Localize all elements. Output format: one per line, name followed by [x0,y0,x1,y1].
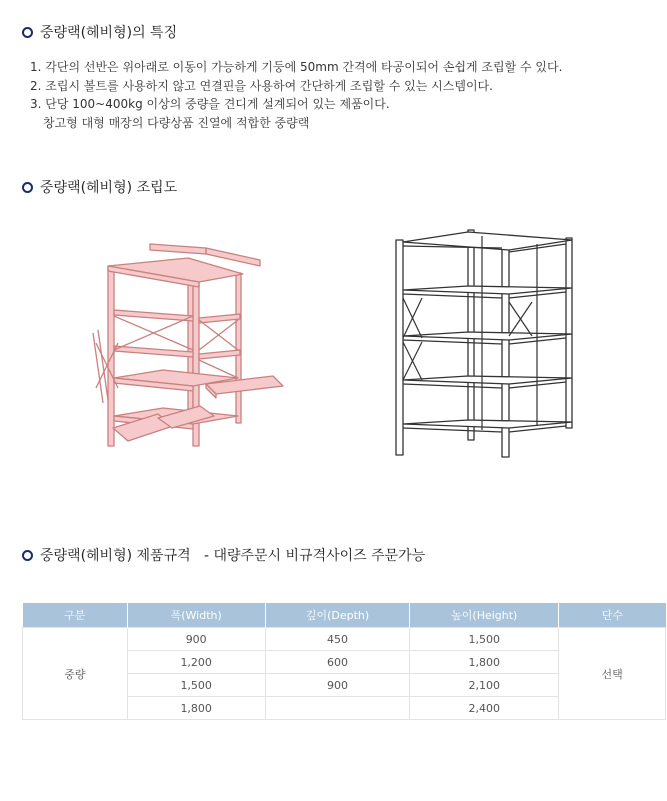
header-height: 높이(Height) [410,603,559,628]
cell-levels: 선택 [559,628,666,720]
cell-depth: 900 [265,674,410,697]
feature-item: 3. 단당 100~400kg 이상의 중량을 견디게 설계되어 있는 제품이다. [30,97,390,111]
feature-item: 2. 조립시 볼트를 사용하지 않고 연결핀을 사용하여 간단하게 조립할 수 있는 시스템이다. [30,78,493,93]
cell-height: 2,400 [410,697,559,720]
section-title-assembly [22,177,177,197]
header-width: 폭(Width) [127,603,265,628]
cell-category: 중량 [23,628,128,720]
spec-table [22,603,666,720]
cell-height: 2,100 [410,674,559,697]
cell-width: 1,500 [127,674,265,697]
section-title-specs [22,545,425,565]
header-depth: 깊이(Depth) [265,603,410,628]
header-category: 구분 [23,603,128,628]
cell-width: 900 [127,628,265,651]
table-row [23,628,666,651]
cell-height: 1,800 [410,651,559,674]
cell-height: 1,500 [410,628,559,651]
feature-list [30,58,650,132]
circle-bullet-icon [22,550,33,561]
cell-depth: 450 [265,628,410,651]
table-header-row [23,603,666,628]
header-levels: 단수 [559,603,666,628]
section-title-text: 중량랙(헤비형) 조립도 [40,180,178,196]
section-title-text: 중량랙(헤비형)의 특징 [40,25,178,41]
cell-width: 1,200 [127,651,265,674]
section-title-features [22,22,177,42]
exploded-rack-illustration [88,238,288,458]
section-title-text: 중량랙(헤비형) 제품규격 - 대량주문시 비규격사이즈 주문가능 [40,548,426,564]
cell-depth: 600 [265,651,410,674]
cell-depth [265,697,410,720]
cell-width: 1,800 [127,697,265,720]
feature-item: 1. 각단의 선반은 위아래로 이동이 가능하게 기둥에 50mm 간격에 타공이되어 손쉽게 조립할 수 있다. [30,60,563,74]
circle-bullet-icon [22,27,33,38]
assembled-rack-illustration [382,212,582,462]
circle-bullet-icon [22,182,33,193]
feature-item-continuation: 창고형 대형 매장의 다량상품 진열에 적합한 중량랙 [43,115,310,130]
